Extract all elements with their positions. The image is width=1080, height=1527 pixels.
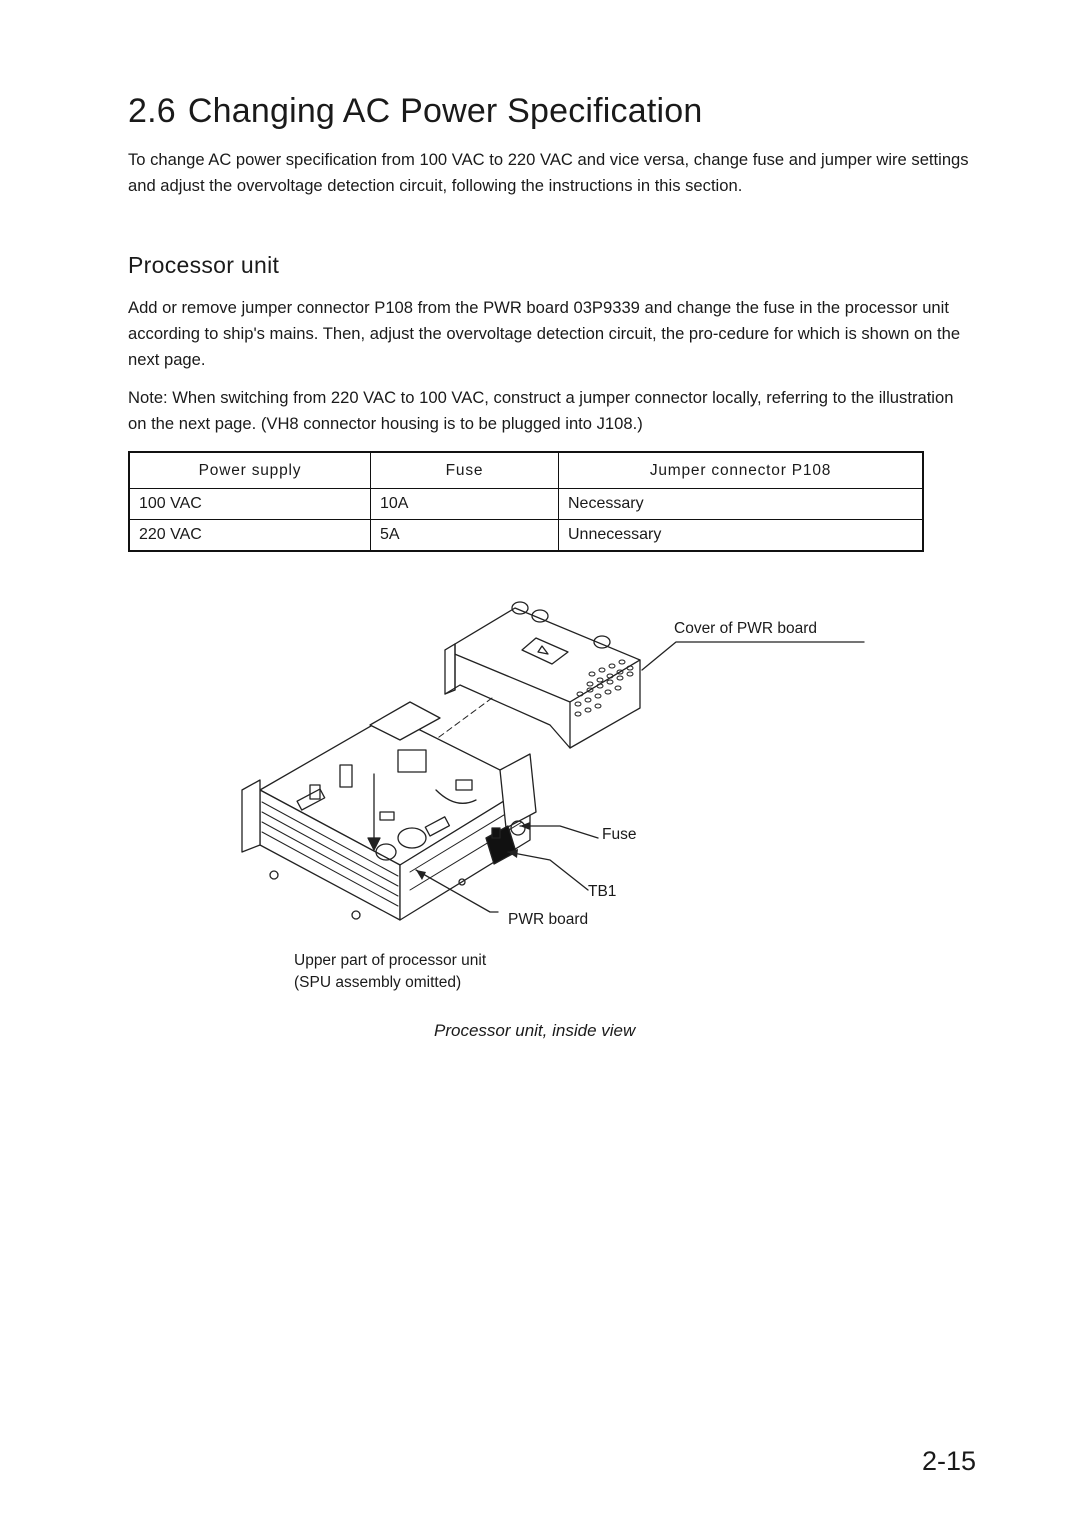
label-spu-omitted: (SPU assembly omitted) bbox=[294, 974, 462, 991]
table-row bbox=[129, 520, 923, 552]
label-fuse: Fuse bbox=[602, 826, 637, 843]
label-upper-part: Upper part of processor unit bbox=[294, 952, 487, 969]
table-cell: 10A bbox=[371, 489, 559, 520]
page-number: 2-15 bbox=[921, 1446, 976, 1476]
table-cell: Unnecessary bbox=[568, 526, 662, 543]
header-power-supply: Power supply bbox=[129, 452, 371, 489]
label-tb1: TB1 bbox=[588, 883, 617, 900]
label-cover-of-pwr-board: Cover of PWR board bbox=[674, 620, 817, 637]
processor-unit-illustration bbox=[230, 590, 880, 950]
header-fuse: Fuse bbox=[371, 452, 559, 489]
figure-caption: Processor unit, inside view bbox=[434, 1021, 636, 1040]
section-number: 2.6 bbox=[128, 92, 176, 130]
chassis bbox=[242, 702, 536, 920]
label-pwr-board: PWR board bbox=[508, 911, 589, 928]
intro-paragraph: To change AC power specification from 100 VAC to 220 VAC and vice versa, change fuse and jumper wire settings and adjust the overvoltage detection circuit, following the instructions in this section. bbox=[128, 150, 969, 195]
tb1-leader bbox=[508, 852, 588, 890]
processor-paragraph: Add or remove jumper connector P108 from the PWR board 03P9339 and change the fuse in the processor unit according to ship's mains. Then, adjust the overvoltage detection circuit, the pro-cedure for which is shown on the next page. bbox=[128, 298, 961, 369]
cover-leader bbox=[642, 642, 864, 670]
subsection-title: Processor unit bbox=[128, 252, 280, 278]
table-cell: Necessary bbox=[559, 489, 924, 520]
section-title-text: Changing AC Power Specification bbox=[187, 92, 703, 130]
table-cell: 5A bbox=[371, 520, 559, 552]
table-cell: 220 VAC bbox=[129, 520, 371, 552]
table-row bbox=[129, 489, 923, 520]
note-paragraph: Note: When switching from 220 VAC to 100 VAC, construct a jumper connector locally, referring to the illustration on the next page. (VH8 connector housing is to be plugged into J108.) bbox=[128, 388, 954, 433]
header-jumper: Jumper connector P108 bbox=[559, 452, 924, 489]
table-header-row bbox=[129, 452, 923, 489]
section-title bbox=[128, 92, 702, 131]
table-cell: 100 VAC bbox=[129, 489, 371, 520]
power-spec-table bbox=[128, 451, 924, 552]
fuse-leader bbox=[520, 826, 598, 838]
pwr-board-cover bbox=[445, 602, 640, 748]
